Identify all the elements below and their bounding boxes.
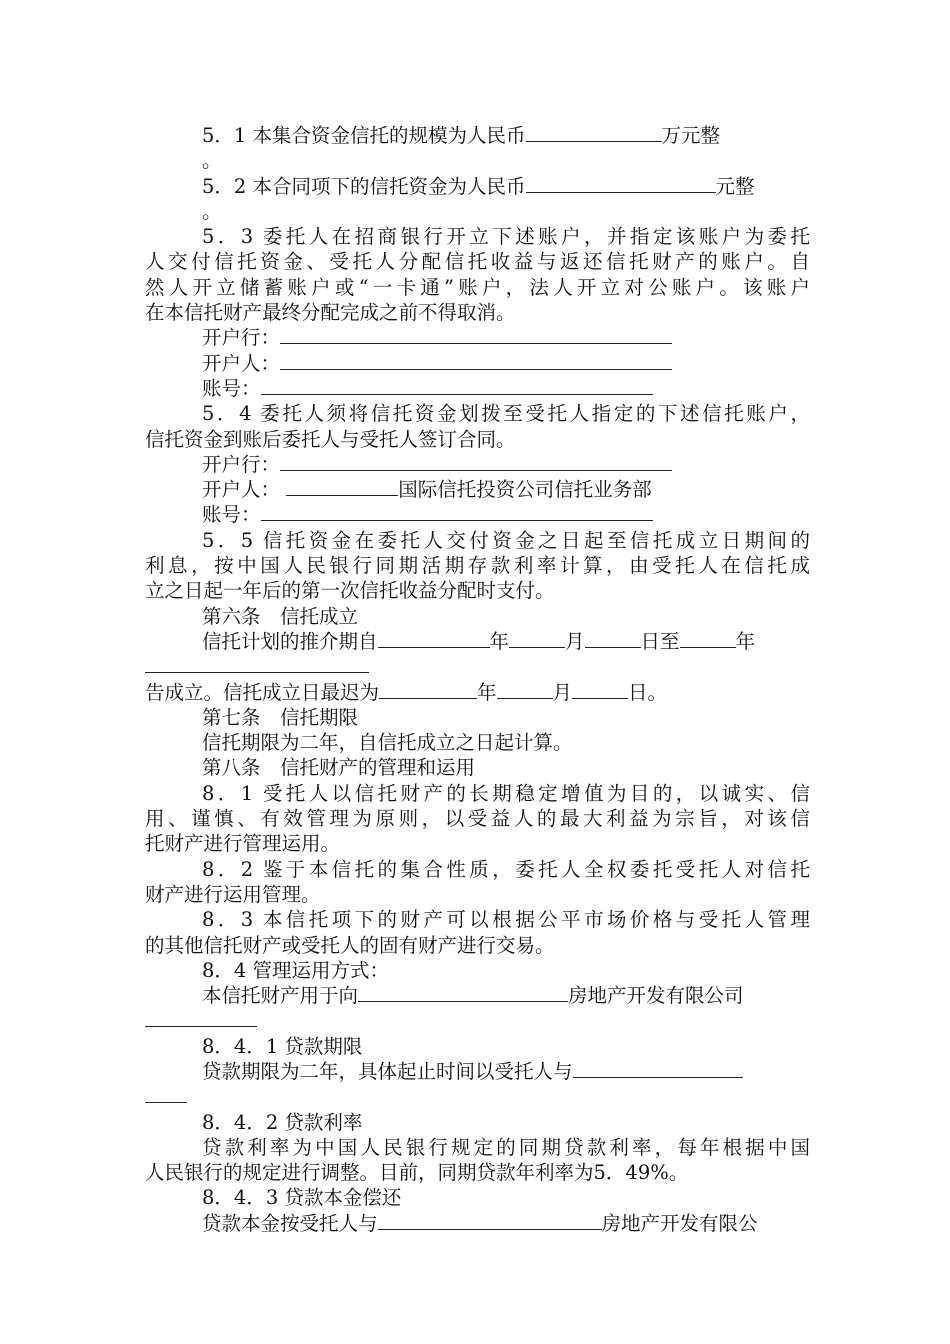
line-text: 信托计划的推介期自 xyxy=(202,629,378,653)
line-text: 立之日起一年后的第一次信托收益分配时支付。 xyxy=(145,579,555,603)
line-text: 8．4．3 贷款本金偿还 xyxy=(202,1186,402,1210)
line-text: 人交付信托资金、受托人分配信托收益与返还信托财产的账户。自 xyxy=(145,250,810,274)
line-text: 年 xyxy=(477,680,497,704)
line-text: 开户人： xyxy=(202,351,281,375)
document-line xyxy=(145,452,810,477)
line-text: 8．4 管理运用方式： xyxy=(202,958,390,982)
line-text: 第六条 信托成立 xyxy=(202,604,359,628)
fill-in-blank xyxy=(145,655,201,673)
document-line xyxy=(145,1110,810,1135)
line-text: 8．4．1 贷款期限 xyxy=(202,1034,363,1058)
fill-in-blank xyxy=(526,175,716,193)
fill-in-blank xyxy=(572,681,628,699)
line-text: 5．5 信托资金在委托人交付资金之日起至信托成立日期间的 xyxy=(202,528,810,552)
document-line xyxy=(145,705,810,730)
fill-in-blank xyxy=(201,655,257,673)
document-line xyxy=(145,933,810,958)
document-line xyxy=(145,831,810,856)
document-line xyxy=(145,1034,810,1059)
fill-in-blank xyxy=(509,630,565,648)
line-text: 年 xyxy=(489,629,510,653)
document-line xyxy=(145,528,810,553)
fill-in-blank xyxy=(378,630,490,648)
document-line xyxy=(145,730,810,755)
line-text: 。 xyxy=(202,149,222,173)
document-line xyxy=(145,275,810,300)
document-line xyxy=(145,781,810,806)
line-text: 5．1 本集合资金信托的规模为人民币 xyxy=(202,124,526,147)
line-text: 贷款本金按受托人与 xyxy=(202,1211,378,1235)
fill-in-blank xyxy=(585,630,641,648)
line-text: 信托资金到账后委托人与受托人签订合同。 xyxy=(145,427,516,451)
document-line xyxy=(145,958,810,983)
fill-in-blank xyxy=(497,681,553,699)
fill-in-blank xyxy=(280,453,672,471)
line-text: 年 xyxy=(735,629,756,653)
line-text: 利息，按中国人民银行同期活期存款利率计算，由受托人在信托成 xyxy=(145,554,810,578)
document-line xyxy=(145,553,810,578)
line-text: 开户人： xyxy=(202,478,287,502)
fill-in-blank xyxy=(145,1085,187,1103)
fill-in-blank xyxy=(526,124,662,142)
document-line xyxy=(145,477,810,502)
line-text: 贷款利率为中国人民银行规定的同期贷款利率，每年根据中国 xyxy=(202,1135,810,1159)
fill-in-blank xyxy=(379,681,477,699)
line-text: 万元整 xyxy=(661,124,721,147)
fill-in-blank xyxy=(261,377,653,395)
line-text: 国际信托投资公司信托业务部 xyxy=(398,478,652,502)
line-text: 的其他信托财产或受托人的固有财产进行交易。 xyxy=(145,933,555,957)
document-line xyxy=(145,1059,810,1084)
line-text: 人民银行的规定进行调整。目前，同期贷款年利率为5．49%。 xyxy=(145,1161,689,1185)
line-text: 账号： xyxy=(202,376,261,400)
line-text: 贷款期限为二年，具体起止时间以受托人与 xyxy=(202,1059,573,1083)
line-text: 然人开立储蓄账户或“一卡通”账户，法人开立对公账户。该账户 xyxy=(145,275,810,299)
document-line xyxy=(145,174,810,199)
document-line xyxy=(145,983,810,1008)
fill-in-blank xyxy=(280,326,672,344)
document-line xyxy=(145,199,810,224)
line-text: 第七条 信托期限 xyxy=(202,705,359,729)
fill-in-blank xyxy=(286,478,398,496)
fill-in-blank xyxy=(145,1009,257,1027)
document-line xyxy=(145,148,810,173)
document-line xyxy=(145,604,810,629)
line-text: 房地产开发有限公司 xyxy=(568,984,744,1008)
line-text: 。 xyxy=(202,199,222,223)
line-text: 5．2 本合同项下的信托资金为人民币 xyxy=(202,174,526,198)
document-line xyxy=(145,325,810,350)
line-text: 财产进行运用管理。 xyxy=(145,882,321,906)
line-text: 在本信托财产最终分配完成之前不得取消。 xyxy=(145,301,516,325)
document-line xyxy=(145,1160,810,1185)
line-text: 第八条 信托财产的管理和运用 xyxy=(202,756,476,780)
document-line xyxy=(145,578,810,603)
document-line xyxy=(145,351,810,376)
document-line xyxy=(145,376,810,401)
fill-in-blank xyxy=(378,1212,602,1230)
fill-in-blank xyxy=(573,1060,743,1078)
document-line xyxy=(145,755,810,780)
fill-in-blank xyxy=(280,352,672,370)
line-text: 日至 xyxy=(640,629,680,653)
line-text: 账号： xyxy=(202,503,261,527)
document-line xyxy=(145,249,810,274)
contract-document xyxy=(145,123,810,1236)
document-line xyxy=(145,629,810,654)
document-line xyxy=(145,123,810,148)
line-text: 5．3 委托人在招商银行开立下述账户，并指定该账户为委托 xyxy=(202,225,810,249)
line-text: 8．4．2 贷款利率 xyxy=(202,1110,363,1134)
line-text: 房地产开发有限公 xyxy=(601,1211,758,1235)
line-text: 告成立。信托成立日最迟为 xyxy=(145,680,380,704)
line-text: 开户行： xyxy=(202,326,281,350)
line-text: 信托期限为二年，自信托成立之日起计算。 xyxy=(202,731,573,755)
document-line xyxy=(145,680,810,705)
line-text: 本信托财产用于向 xyxy=(202,984,359,1008)
line-text: 用、谨慎、有效管理为原则，以受益人的最大利益为宗旨，对该信 xyxy=(145,807,810,831)
fill-in-blank xyxy=(358,984,568,1002)
document-line xyxy=(145,1135,810,1160)
line-text: 8．1 受托人以信托财产的长期稳定增值为目的，以诚实、信 xyxy=(202,781,810,805)
document-line xyxy=(145,857,810,882)
document-line xyxy=(145,1008,810,1033)
document-line xyxy=(145,1084,810,1109)
line-text: 托财产进行管理运用。 xyxy=(145,832,341,856)
line-text: 8．3 本信托项下的财产可以根据公平市场价格与受托人管理 xyxy=(202,908,810,932)
document-line xyxy=(145,882,810,907)
document-line xyxy=(145,1185,810,1210)
line-text: 月 xyxy=(552,680,573,704)
document-line xyxy=(145,300,810,325)
document-line xyxy=(145,401,810,426)
document-line xyxy=(145,806,810,831)
line-text: 开户行： xyxy=(202,452,281,476)
document-line xyxy=(145,654,810,679)
document-line xyxy=(145,907,810,932)
document-line xyxy=(145,427,810,452)
document-line xyxy=(145,224,810,249)
fill-in-blank xyxy=(257,655,369,673)
line-text: 日。 xyxy=(628,680,668,704)
document-line xyxy=(145,502,810,527)
line-text: 8．2 鉴于本信托的集合性质，委托人全权委托受托人对信托 xyxy=(202,857,810,881)
line-text: 5．4 委托人须将信托资金划拨至受托人指定的下述信托账户， xyxy=(202,402,810,426)
fill-in-blank xyxy=(261,503,653,521)
line-text: 月 xyxy=(565,629,585,653)
line-text: 元整 xyxy=(715,174,755,198)
fill-in-blank xyxy=(680,630,736,648)
document-line xyxy=(145,1211,810,1236)
